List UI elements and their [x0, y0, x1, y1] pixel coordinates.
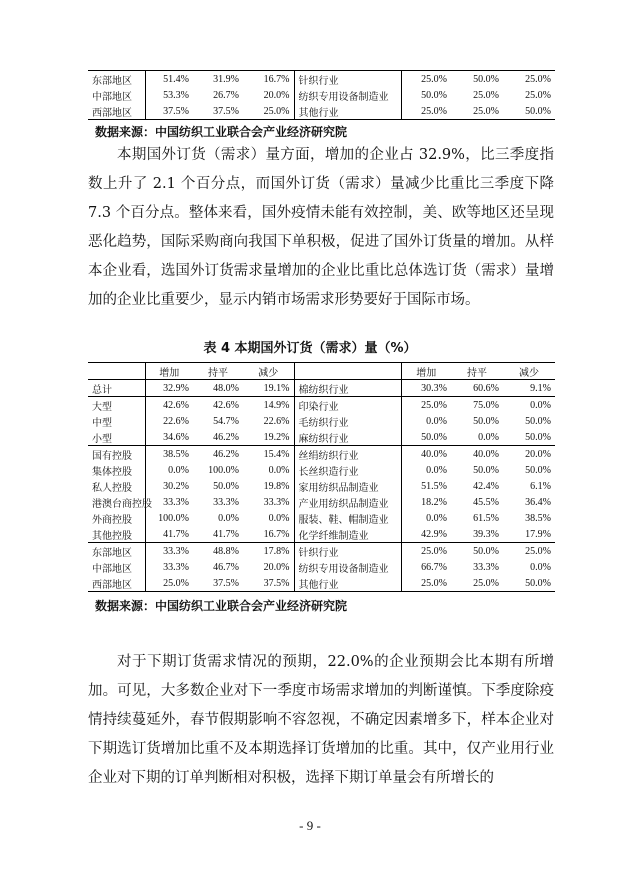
row-label: 港澳台商控股 — [92, 498, 152, 510]
row-label: 毛纺织行业 — [294, 413, 401, 429]
cell: 51.5% — [401, 478, 451, 494]
cell: 60.6% — [451, 380, 503, 397]
cell: 54.7% — [213, 415, 239, 427]
cell: 0.0% — [268, 464, 290, 476]
table-row — [88, 478, 555, 494]
cell: 37.5% — [243, 575, 294, 592]
cell: 25.0% — [503, 71, 555, 88]
row-label: 东部地区 — [88, 71, 145, 88]
table-row — [88, 510, 555, 526]
cell: 37.5% — [193, 103, 243, 120]
cell: 25.0% — [451, 575, 503, 592]
row-label: 长丝织造行业 — [294, 462, 401, 478]
cell: 25.0% — [503, 543, 555, 560]
cell: 19.2% — [263, 431, 290, 443]
row-label: 丝绢纺织行业 — [294, 446, 401, 463]
row-label: 针织行业 — [294, 543, 401, 560]
cell: 25.0% — [401, 575, 451, 592]
header-decrease: 减少 — [503, 363, 555, 380]
row-label: 外商控股 — [92, 514, 132, 526]
row-label: 产业用纺织品制造业 — [294, 494, 401, 510]
table-row — [88, 103, 555, 120]
table-row — [88, 71, 555, 88]
cell: 50.0% — [451, 543, 503, 560]
row-label: 印染行业 — [294, 397, 401, 414]
row-label: 纺织专用设备制造业 — [294, 559, 401, 575]
cell: 66.7% — [401, 559, 451, 575]
cell: 33.3% — [145, 559, 193, 575]
cell: 25.0% — [401, 543, 451, 560]
table-row — [88, 543, 555, 560]
table-row — [88, 494, 555, 510]
cell: 20.0% — [503, 446, 555, 463]
cell: 40.0% — [451, 446, 503, 463]
table-row — [88, 446, 555, 463]
cell: 17.8% — [243, 543, 294, 560]
cell: 0.0% — [530, 561, 551, 573]
row-label: 针织行业 — [294, 71, 401, 88]
table-row — [88, 429, 555, 446]
table-row — [88, 462, 555, 478]
cell: 30.2% — [145, 478, 193, 494]
paragraph-next-period-expectation: 对于下期订货需求情况的预期，22.0%的企业预期会比本期有所增加。可见，大多数企业对下一季度市场需求增加的判断谨慎。下季度除疫情持续蔓延外，春节假期影响不容忽视，不确定因素增多下，样本企业对下期选订货增加比重不及本期选择订货增加的比重。其中，仅产业用行业企业对下期的订单判断相对积极，选择下期订单量会有所增长的 — [88, 654, 554, 786]
cell: 46.2% — [213, 431, 239, 443]
table-row — [88, 380, 555, 397]
top-table — [88, 70, 555, 120]
row-label: 棉纺织行业 — [294, 380, 401, 397]
cell: 42.9% — [401, 526, 451, 543]
cell: 61.5% — [473, 512, 499, 524]
table-header-row — [88, 363, 555, 380]
cell: 0.0% — [401, 462, 451, 478]
cell: 25.0% — [401, 397, 451, 414]
table-4 — [88, 362, 555, 592]
row-label: 中型 — [92, 417, 112, 429]
cell: 18.2% — [401, 494, 451, 510]
cell: 19.1% — [243, 380, 294, 397]
cell: 33.3% — [145, 543, 193, 560]
row-label: 西部地区 — [88, 103, 145, 120]
cell: 48.0% — [193, 380, 243, 397]
cell: 50.0% — [473, 464, 499, 476]
row-label: 私人控股 — [92, 482, 132, 494]
cell: 16.7% — [243, 71, 294, 88]
cell: 17.9% — [525, 528, 551, 540]
cell: 50.0% — [525, 415, 551, 427]
cell: 33.3% — [213, 496, 239, 508]
cell: 0.0% — [401, 510, 451, 526]
cell: 50.0% — [401, 429, 451, 446]
cell: 0.0% — [401, 413, 451, 429]
cell: 46.2% — [193, 446, 243, 463]
row-label: 大型 — [88, 397, 145, 414]
cell: 100.0% — [145, 510, 193, 526]
cell: 31.9% — [193, 71, 243, 88]
row-label: 小型 — [92, 433, 112, 445]
table-row — [88, 526, 555, 543]
table-row — [88, 397, 555, 414]
cell: 9.1% — [503, 380, 555, 397]
cell: 42.6% — [193, 397, 243, 414]
cell: 48.8% — [193, 543, 243, 560]
header-increase: 增加 — [401, 363, 451, 380]
cell: 33.3% — [145, 494, 193, 510]
cell: 25.0% — [145, 575, 193, 592]
row-label: 化学纤维制造业 — [294, 526, 401, 543]
cell: 41.7% — [145, 526, 193, 543]
header-blank — [294, 363, 401, 380]
cell: 38.5% — [525, 512, 551, 524]
cell: 50.0% — [473, 415, 499, 427]
cell: 20.0% — [263, 561, 290, 573]
header-blank — [88, 363, 145, 380]
cell: 22.6% — [263, 415, 290, 427]
row-label: 麻纺织行业 — [294, 429, 401, 446]
cell: 50.0% — [525, 431, 551, 443]
row-label: 其他行业 — [294, 103, 401, 120]
table-caption: 表 4 本期国外订货（需求）量（%） — [203, 341, 417, 356]
cell: 25.0% — [401, 71, 451, 88]
cell: 41.7% — [213, 528, 239, 540]
cell: 50.0% — [503, 575, 555, 592]
cell: 46.7% — [213, 561, 239, 573]
cell: 25.0% — [243, 103, 294, 120]
paragraph-foreign-orders: 本期国外订货（需求）量方面，增加的企业占 32.9%，比三季度指数上升了 2.1 个百分点，而国外订货（需求）量减少比重比三季度下降 7.3 个百分点。整体来看，国外疫情未能有效控制，美、欧等地区还呈现恶化趋势，国际采购商向我国下单积极，促进了国外订货量的增加。从样本企业看，选国外订货需求量增加的企业比重比总体选订货（需求）量增加的企业比重要少，显示内销市场需求形势要好于国际市场。 — [88, 147, 554, 308]
cell: 6.1% — [530, 480, 551, 492]
cell: 45.5% — [473, 496, 499, 508]
cell: 42.4% — [473, 480, 499, 492]
cell: 25.0% — [525, 89, 551, 101]
cell: 100.0% — [208, 464, 239, 476]
cell: 50.0% — [503, 103, 555, 120]
row-label: 东部地区 — [88, 543, 145, 560]
cell: 34.6% — [145, 429, 193, 446]
cell: 33.3% — [473, 561, 499, 573]
cell: 0.0% — [218, 512, 239, 524]
row-label: 中部地区 — [92, 563, 132, 575]
header-flat: 持平 — [193, 363, 243, 380]
header-flat: 持平 — [451, 363, 503, 380]
cell: 37.5% — [193, 575, 243, 592]
row-label: 其他行业 — [294, 575, 401, 592]
cell: 26.7% — [213, 89, 239, 101]
row-label: 纺织专用设备制造业 — [294, 87, 401, 103]
cell: 37.5% — [145, 103, 193, 120]
cell: 25.0% — [473, 89, 499, 101]
row-label: 集体控股 — [92, 466, 132, 478]
row-label: 总计 — [88, 380, 145, 397]
cell: 20.0% — [263, 89, 290, 101]
data-source-note: 数据来源：中国纺织工业联合会产业经济研究院 — [95, 599, 348, 613]
cell: 32.9% — [145, 380, 193, 397]
page-number: - 9 - — [299, 818, 321, 833]
cell: 36.4% — [525, 496, 551, 508]
cell: 38.5% — [145, 446, 193, 463]
table-row — [88, 575, 555, 592]
cell: 0.0% — [145, 462, 193, 478]
row-label: 国有控股 — [88, 446, 145, 463]
cell: 22.6% — [145, 413, 193, 429]
table-row — [88, 413, 555, 429]
cell: 42.6% — [145, 397, 193, 414]
row-label: 服装、鞋、帽制造业 — [294, 510, 401, 526]
cell: 25.0% — [451, 103, 503, 120]
data-source-note: 数据来源：中国纺织工业联合会产业经济研究院 — [95, 125, 348, 139]
cell: 16.7% — [263, 528, 290, 540]
cell: 50.0% — [451, 71, 503, 88]
cell: 50.0% — [525, 464, 551, 476]
cell: 40.0% — [401, 446, 451, 463]
cell: 39.3% — [473, 528, 499, 540]
cell: 50.0% — [213, 480, 239, 492]
table-row — [88, 87, 555, 103]
header-decrease: 减少 — [243, 363, 294, 380]
row-label: 其他控股 — [92, 530, 132, 542]
cell: 0.0% — [503, 397, 555, 414]
cell: 30.3% — [401, 380, 451, 397]
row-label: 家用纺织品制造业 — [294, 478, 401, 494]
cell: 51.4% — [145, 71, 193, 88]
header-increase: 增加 — [145, 363, 193, 380]
row-label: 中部地区 — [92, 91, 132, 103]
row-label: 西部地区 — [88, 575, 145, 592]
cell: 75.0% — [451, 397, 503, 414]
cell: 14.9% — [243, 397, 294, 414]
table-row — [88, 559, 555, 575]
cell: 0.0% — [268, 512, 290, 524]
cell: 33.3% — [263, 496, 290, 508]
cell: 0.0% — [478, 431, 499, 443]
cell: 50.0% — [401, 87, 451, 103]
cell: 15.4% — [243, 446, 294, 463]
cell: 25.0% — [401, 103, 451, 120]
cell: 19.8% — [263, 480, 290, 492]
cell: 53.3% — [145, 87, 193, 103]
